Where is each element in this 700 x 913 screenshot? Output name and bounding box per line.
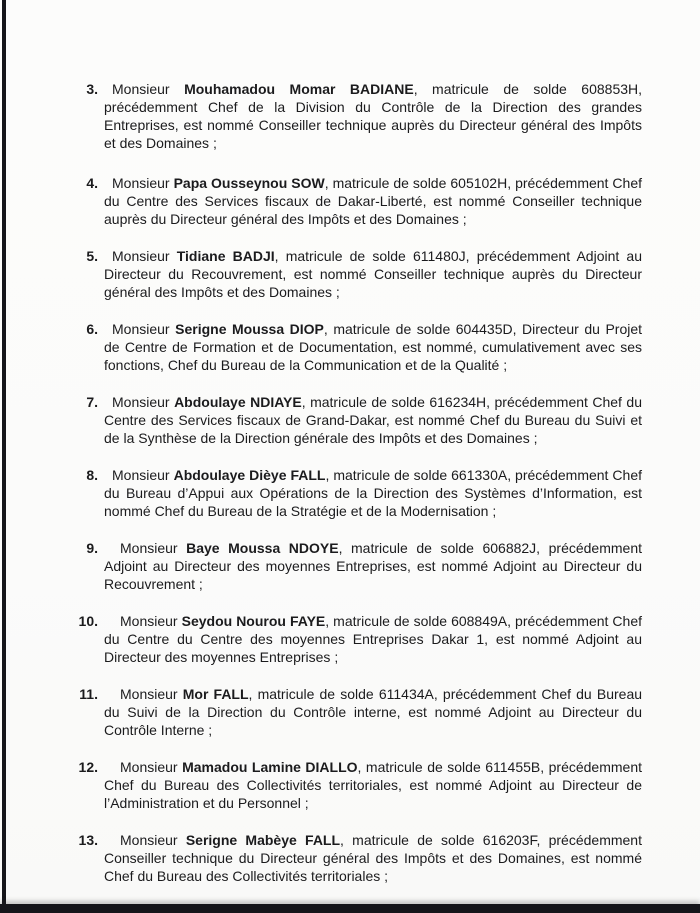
item-text [104, 685, 642, 739]
person-name: Abdoulaye Dièye FALL [173, 467, 326, 483]
appointments-list [0, 80, 700, 904]
item-prefix: Monsieur [112, 467, 174, 483]
item-number: 8. [86, 467, 98, 483]
person-name: Abdoulaye NDIAYE [174, 394, 302, 410]
item-number: 7. [86, 394, 98, 410]
item-text [104, 539, 642, 593]
item-body: , matricule de solde 605102H, précédemment Chef du Centre des Services fiscaux de Dakar-Liberté, est nommé Conseiller technique auprès du Directeur général des Impôts et des Domaines ; [104, 175, 643, 227]
list-item [58, 174, 642, 228]
item-prefix: Monsieur [112, 175, 174, 191]
item-number: 5. [86, 248, 98, 264]
list-item [58, 320, 642, 374]
item-body: , matricule de solde 604435D, Directeur du Projet de Centre de Formation et de Documentation, est nommé, cumulativement avec ses fonctions, Chef du Bureau de la Communication et de la Qualité ; [104, 321, 643, 373]
list-item [58, 612, 642, 666]
item-body: , matricule de solde 606882J, précédemment Adjoint au Directeur des moyennes Entreprises, est nommé Adjoint au Directeur du Recouvrement ; [104, 540, 642, 592]
scan-edge-bottom [0, 904, 700, 913]
item-text [104, 612, 642, 666]
item-text [104, 466, 642, 520]
item-prefix: Monsieur [112, 321, 176, 337]
item-body: , matricule de solde 608853H, précédemment Chef de la Division du Contrôle de la Direction des grandes Entreprises, est nommé Conseiller technique auprès du Directeur général des Impôts et des Domaines ; [104, 81, 643, 151]
person-name: Mor FALL [182, 686, 249, 702]
list-item [58, 758, 642, 812]
person-name: Seydou Nourou FAYE [181, 613, 326, 629]
item-number: 4. [86, 175, 98, 191]
item-prefix: Monsieur [112, 394, 175, 410]
person-name: Mouhamadou Momar BADIANE [184, 81, 414, 97]
item-body: , matricule de solde 616234H, précédemment Chef du Centre des Services fiscaux de Grand-Dakar, est nommé Chef du Bureau du Suivi et de la Synthèse de la Direction générale des Impôts et des Domaines ; [104, 394, 642, 446]
person-name: Tidiane BADJI [176, 248, 275, 264]
item-number: 12. [78, 759, 98, 775]
item-body: , matricule de solde 608849A, précédemment Chef du Centre du Centre des moyennes Entreprises Dakar 1, est nommé Adjoint au Directeur des moyennes Entreprises ; [104, 613, 643, 665]
item-text [104, 393, 642, 447]
item-text [104, 174, 642, 228]
list-item [58, 80, 642, 152]
person-name: Papa Ousseynou SOW [173, 175, 325, 191]
item-body: , matricule de solde 611434A, précédemment Chef du Bureau du Suivi de la Direction du Contrôle interne, est nommé Adjoint au Directeur du Contrôle Interne ; [104, 686, 643, 738]
item-prefix: Monsieur [120, 759, 183, 775]
item-text [104, 831, 642, 885]
item-prefix: Monsieur [120, 686, 183, 702]
item-text [104, 758, 642, 812]
person-name: Serigne Moussa DIOP [175, 321, 324, 337]
list-item [58, 393, 642, 447]
item-body: , matricule de solde 661330A, précédemment Chef du Bureau d’Appui aux Opérations de la Direction des Systèmes d’Information, est nommé Chef du Bureau de la Stratégie et de la Modernisation ; [104, 467, 642, 519]
item-prefix: Monsieur [112, 81, 185, 97]
item-number: 10. [78, 613, 98, 629]
item-number: 13. [78, 832, 98, 848]
item-number: 11. [79, 686, 98, 702]
person-name: Mamadou Lamine DIALLO [182, 759, 358, 775]
item-body: , matricule de solde 611480J, précédemment Adjoint au Directeur du Recouvrement, est nommé Conseiller technique auprès du Directeur général des Impôts et des Domaines ; [104, 248, 642, 300]
item-number: 3. [86, 81, 98, 97]
item-text [104, 247, 642, 301]
list-item [58, 466, 642, 520]
list-item [58, 831, 642, 885]
item-prefix: Monsieur [112, 248, 177, 264]
list-item [58, 539, 642, 593]
item-prefix: Monsieur [120, 613, 182, 629]
list-item [58, 685, 642, 739]
item-text [104, 320, 642, 374]
item-text [104, 80, 642, 152]
item-body: , matricule de solde 611455B, précédemment Chef du Bureau des Collectivités territoriales, est nommé Adjoint au Directeur de l’Administration et du Personnel ; [104, 759, 643, 811]
person-name: Baye Moussa NDOYE [186, 540, 339, 556]
item-body: , matricule de solde 616203F, précédemment Conseiller technique du Directeur général des Impôts et des Domaines, est nommé Chef du Bureau des Collectivités territoriales ; [104, 832, 642, 884]
item-number: 6. [86, 321, 98, 337]
person-name: Serigne Mabèye FALL [185, 832, 341, 848]
item-prefix: Monsieur [120, 540, 187, 556]
item-prefix: Monsieur [120, 832, 186, 848]
item-number: 9. [86, 540, 98, 556]
list-item [58, 247, 642, 301]
